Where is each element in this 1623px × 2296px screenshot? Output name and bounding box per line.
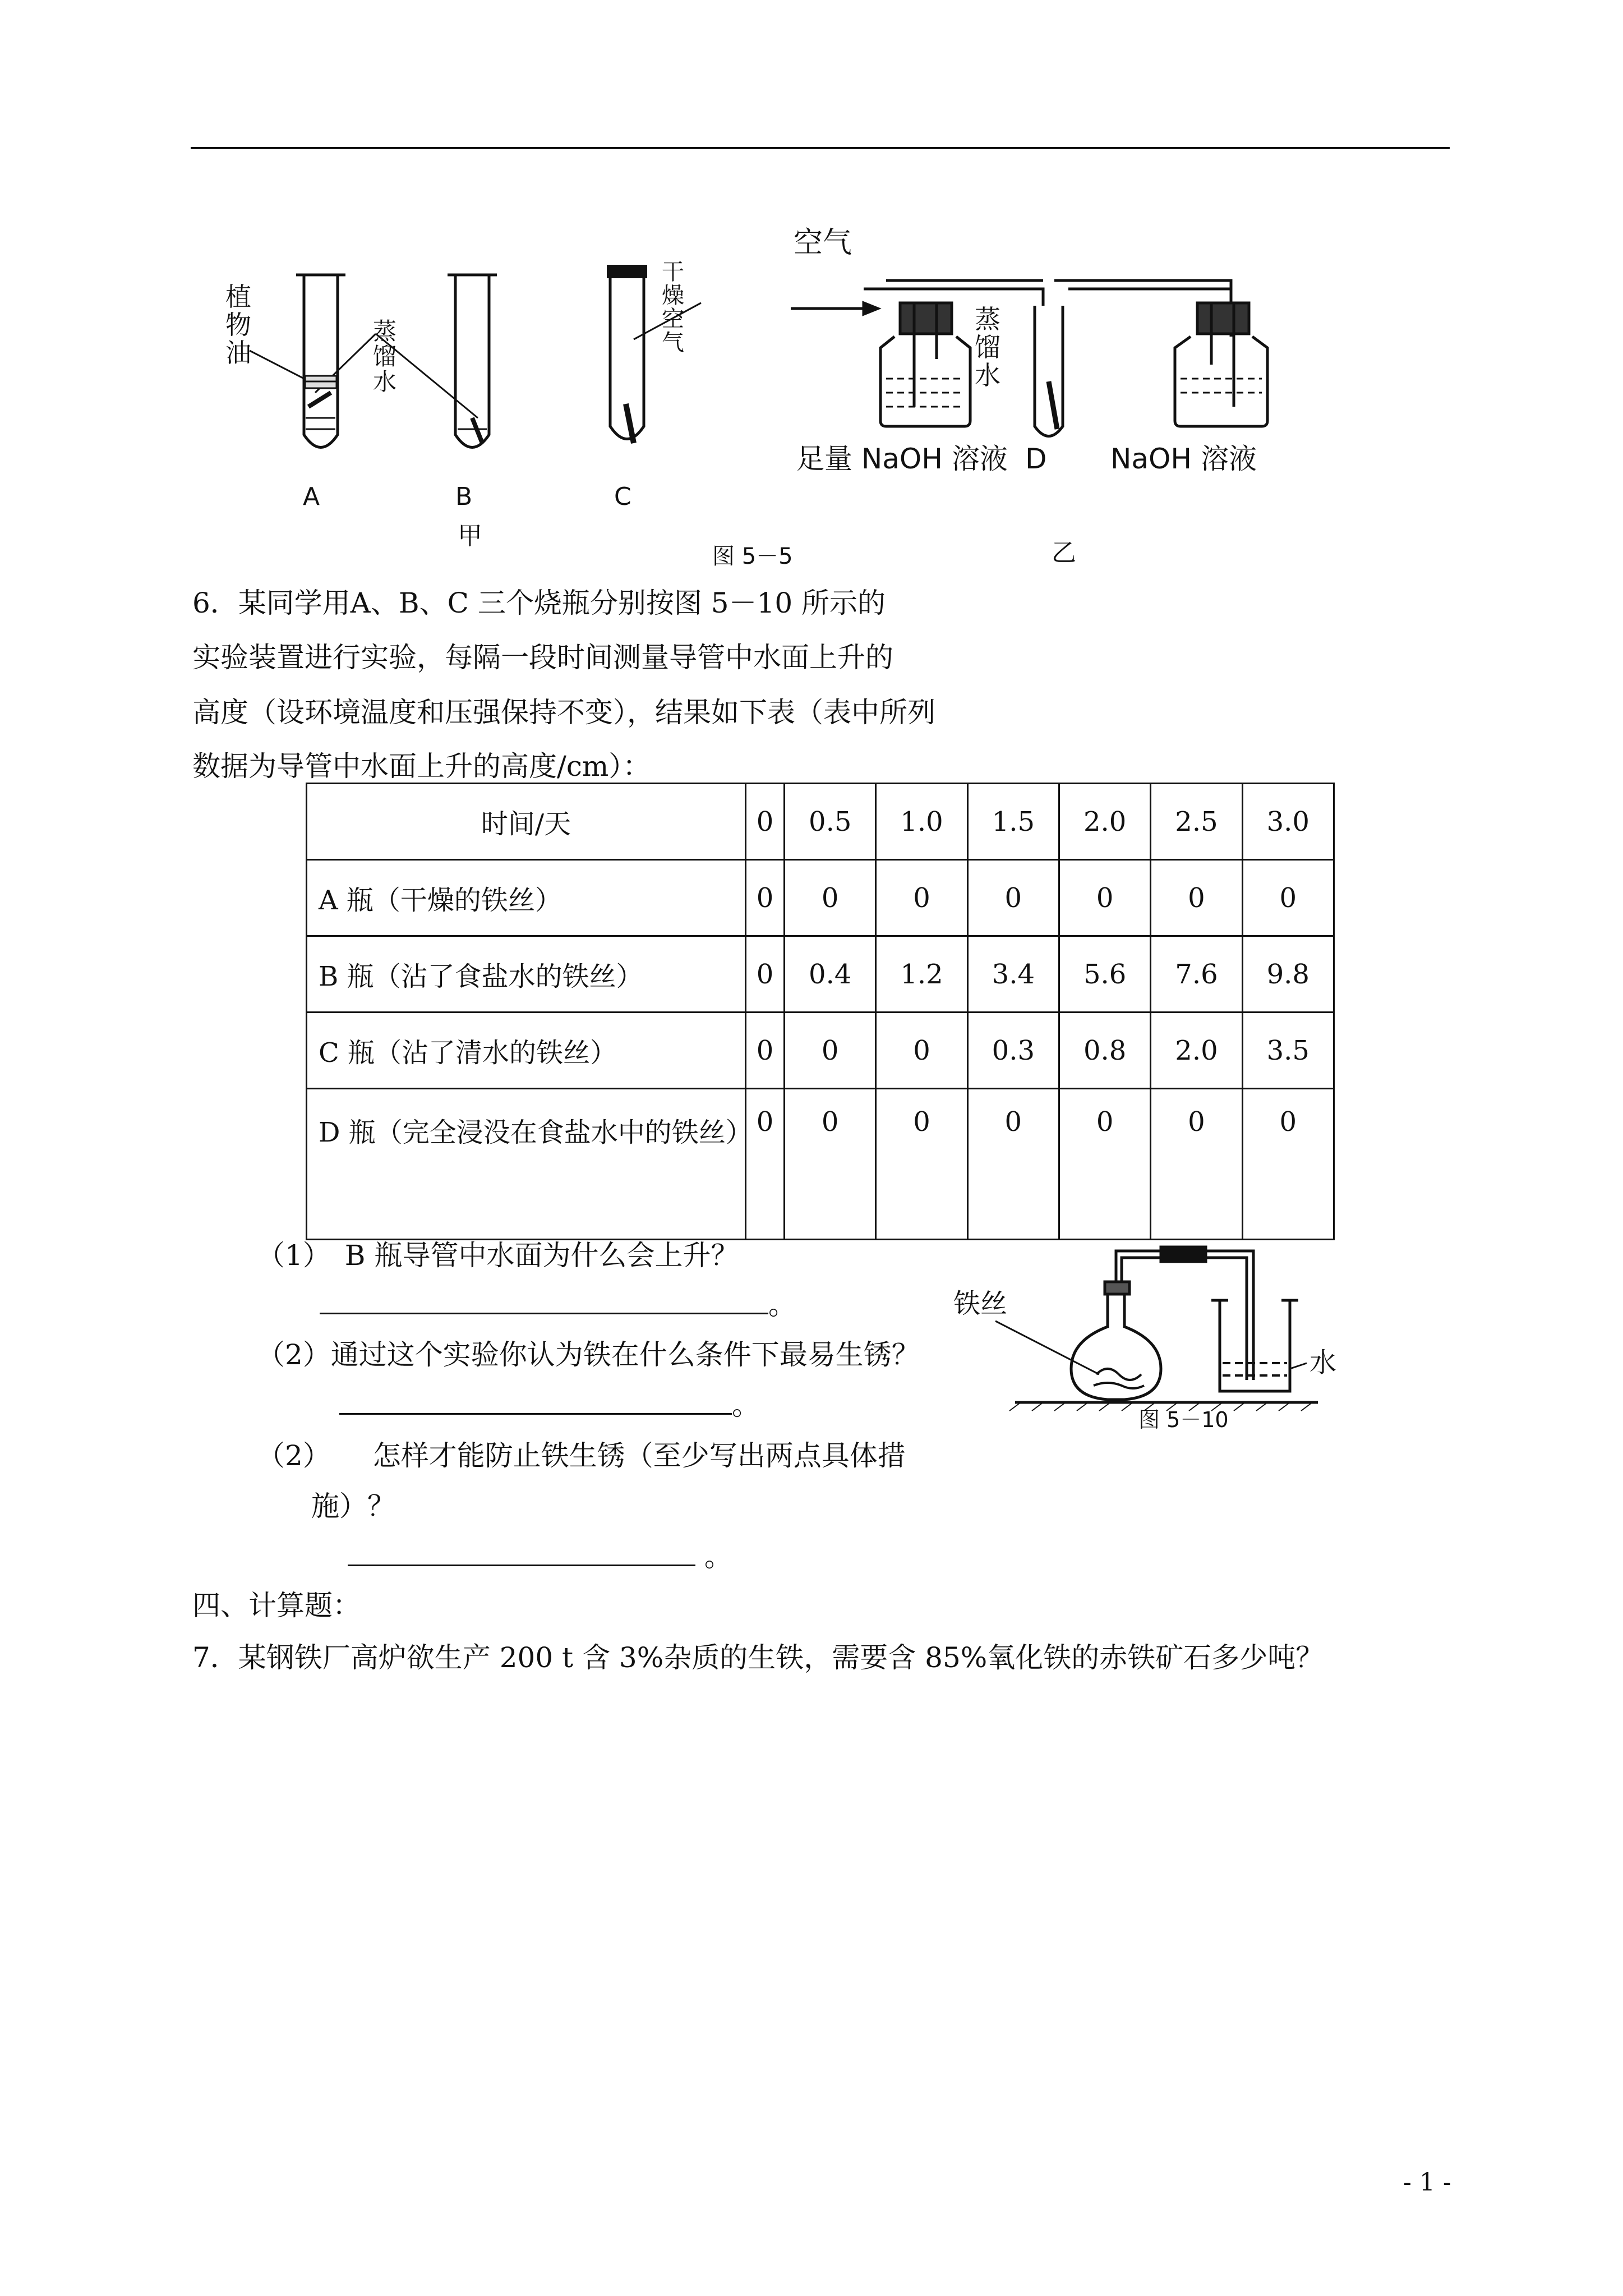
row-label: A 瓶（干燥的铁丝） [307,860,746,936]
value-cell: 0 [746,1089,785,1240]
table-row [307,1089,1334,1240]
q6-line-3: 高度（设环境温度和压强保持不变），结果如下表（表中所列 [192,696,935,729]
value-cell: 0 [746,1013,785,1089]
table-row [307,1013,1334,1089]
value-cell: 0 [1151,1089,1242,1240]
value-cell: 0 [1059,1089,1150,1240]
q6-sub1: （1） B 瓶导管中水面为什么会上升？ [257,1239,739,1272]
figure-5-5 [191,213,1312,572]
label-tube-a: A [303,482,320,511]
value-cell: 0.8 [1059,1013,1150,1089]
figure-5-10-caption: 图 5－10 [1138,1407,1229,1432]
value-cell: 0 [746,936,785,1013]
value-cell: 0 [1242,1089,1334,1240]
value-cell: 3.4 [967,936,1059,1013]
time-cell: 1.5 [967,784,1059,860]
value-cell: 0 [876,1013,967,1089]
label-water: 水 [1310,1347,1337,1378]
label-tube-d: D [1025,443,1047,475]
answer-blank-2[interactable] [339,1388,732,1415]
label-plant-oil: 植物油 [225,282,251,368]
period: 。 [704,1540,732,1573]
label-air: 空气 [794,226,852,260]
time-cell: 0 [746,784,785,860]
value-cell: 2.0 [1151,1013,1242,1089]
test-tube-a [304,275,338,448]
period: 。 [732,1389,760,1421]
q6-sub2-answer[interactable] [339,1388,760,1422]
period: 。 [768,1289,796,1321]
label-tube-b: B [455,482,473,511]
table-row [307,936,1334,1013]
value-cell: 7.6 [1151,936,1242,1013]
label-group-jia: 甲 [458,522,482,550]
label-iron-wire: 铁丝 [953,1288,1008,1319]
q6-sub3-line-1: （2） 怎样才能防止铁生锈（至少写出两点具体措 [257,1439,906,1472]
q6-line-2: 实验装置进行实验，每隔一段时间测量导管中水面上升的 [192,641,893,674]
answer-blank-1[interactable] [320,1288,768,1314]
value-cell: 0 [1151,860,1242,936]
value-cell: 5.6 [1059,936,1150,1013]
row-label: C 瓶（沾了清水的铁丝） [307,1013,746,1089]
label-naoh-sufficient: 足量 NaOH 溶液 [796,443,1008,475]
label-distilled-water-left: 蒸馏水 [373,318,397,395]
label-distilled-water-right: 蒸馏水 [975,304,1000,390]
q7-text: 7．某钢铁厂高炉欲生产 200 t 含 3%杂质的生铁，需要含 85%氧化铁的赤铁矿石多少吨？ [192,1641,1324,1674]
value-cell: 0 [1242,860,1334,936]
table-row [307,860,1334,936]
value-cell: 0 [1059,860,1150,936]
value-cell: 9.8 [1242,936,1334,1013]
row-label: D 瓶（完全浸没在食盐水中的铁丝） [307,1089,746,1240]
section-4-heading: 四、计算题： [192,1589,361,1622]
time-cell: 2.0 [1059,784,1150,860]
value-cell: 0 [746,860,785,936]
value-cell: 0 [785,1013,876,1089]
q6-line-4: 数据为导管中水面上升的高度/cm）： [192,750,651,783]
page-number: - 1 - [1403,2168,1451,2197]
value-cell: 0 [876,1089,967,1240]
row-label: B 瓶（沾了食盐水的铁丝） [307,936,746,1013]
rust-data-table [306,783,1335,1240]
q6-sub3-answer[interactable] [348,1540,732,1573]
label-naoh-right: NaOH 溶液 [1110,443,1257,475]
figure-5-10 [953,1228,1346,1414]
time-cell: 2.5 [1151,784,1242,860]
value-cell: 0.4 [785,936,876,1013]
q6-line-1: 6．某同学用A、B、C 三个烧瓶分别按图 5－10 所示的 [192,587,886,619]
time-cell: 0.5 [785,784,876,860]
value-cell: 0 [876,860,967,936]
value-cell: 0.3 [967,1013,1059,1089]
q6-sub2: （2）通过这个实验你认为铁在什么条件下最易生锈？ [257,1338,920,1371]
bottle-naoh-right [1175,337,1267,426]
q6-sub3-line-2: 施）？ [311,1490,395,1522]
value-cell: 0 [967,860,1059,936]
test-tube-d [1035,306,1063,436]
label-group-yi: 乙 [1052,539,1076,567]
answer-blank-3[interactable] [348,1540,695,1566]
value-cell: 0 [967,1089,1059,1240]
value-cell: 3.5 [1242,1013,1334,1089]
value-cell: 1.2 [876,936,967,1013]
q6-sub1-answer[interactable] [320,1288,796,1322]
table-header-label: 时间/天 [307,784,746,860]
label-dry-air: 干燥空气 [662,259,684,356]
header-rule [191,147,1450,149]
bottle-naoh-left [880,337,970,426]
time-cell: 1.0 [876,784,967,860]
label-tube-c: C [614,482,631,511]
value-cell: 0 [785,1089,876,1240]
time-cell: 3.0 [1242,784,1334,860]
table-header-row [307,784,1334,860]
figure-5-5-caption: 图 5－5 [712,544,793,569]
value-cell: 0 [785,860,876,936]
